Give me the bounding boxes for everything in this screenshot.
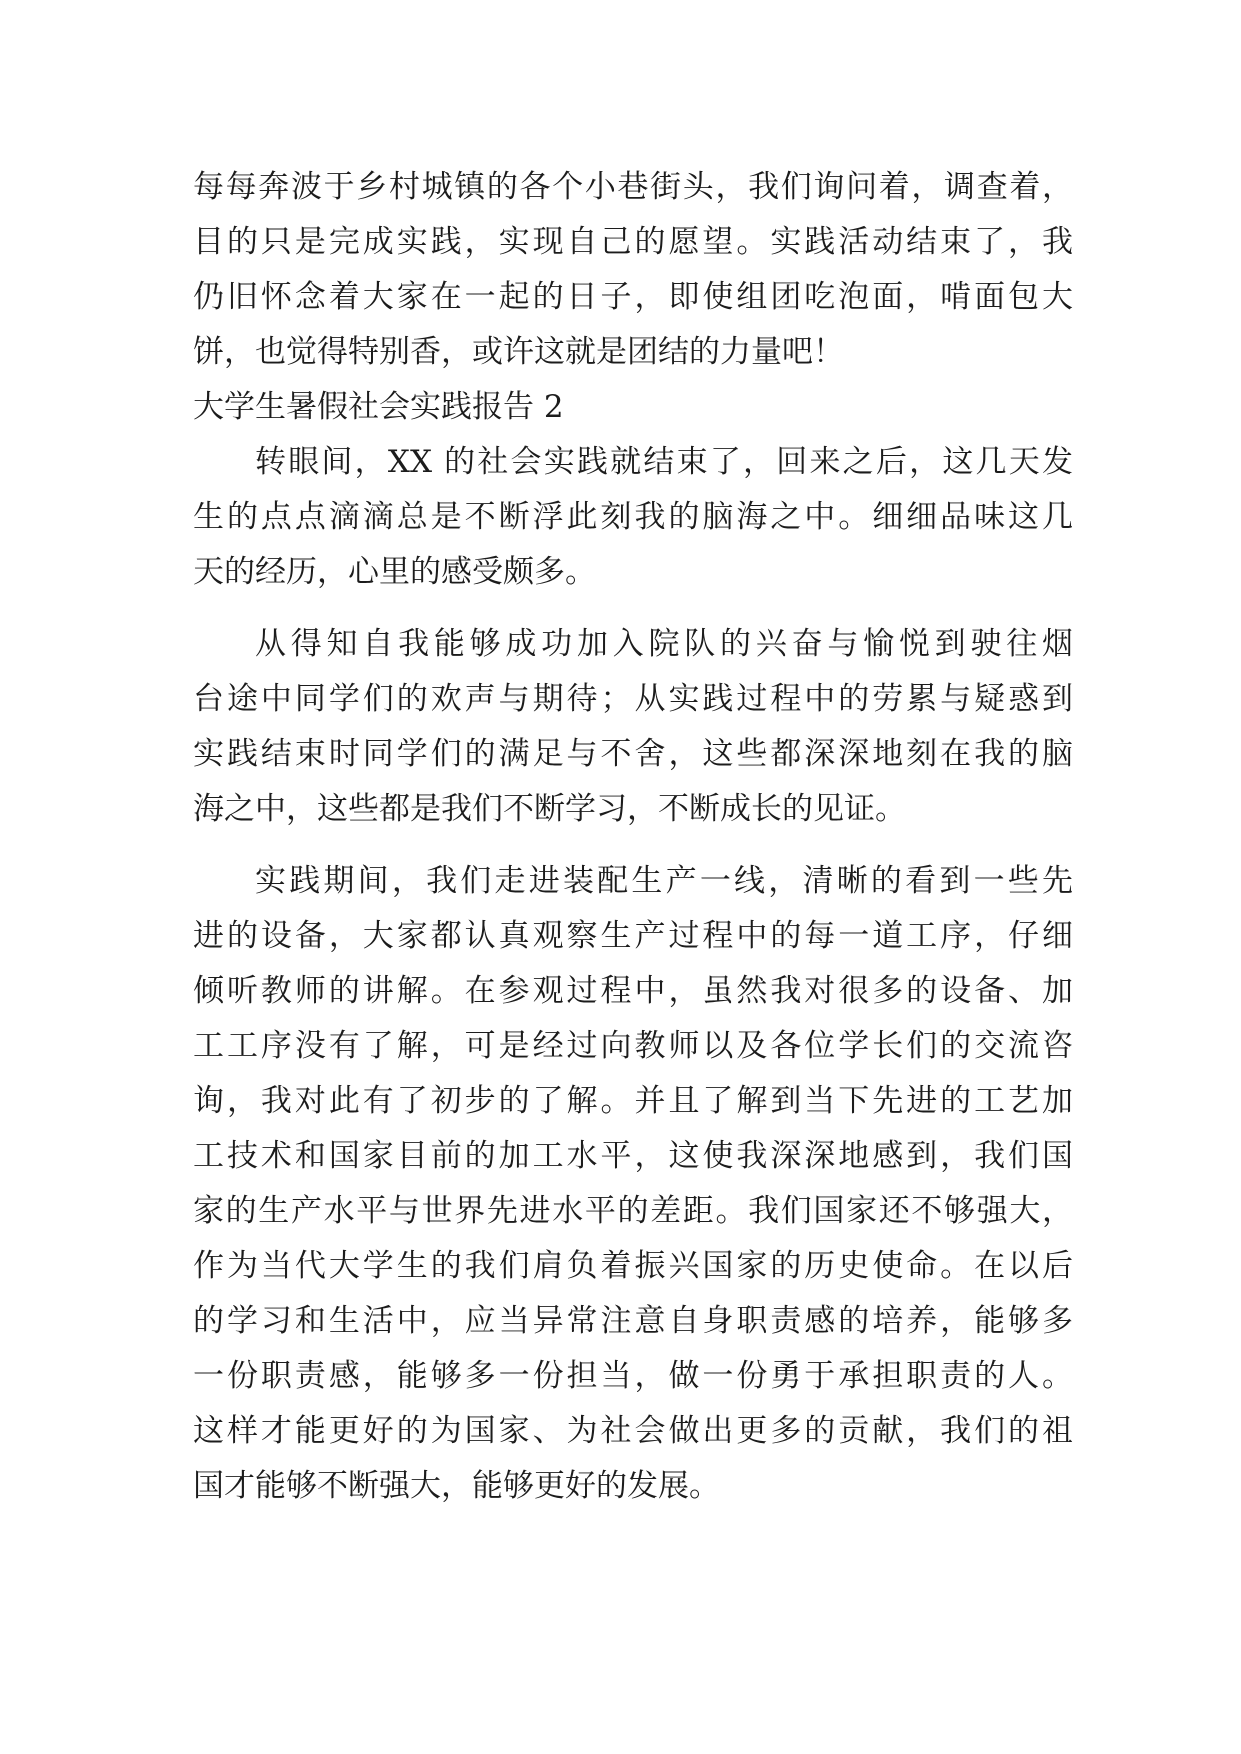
paragraph-spacing [193, 837, 1073, 854]
paragraph-4 [193, 854, 1073, 1514]
paragraph-3 [193, 617, 1073, 837]
document-body [193, 160, 1073, 1514]
paragraph-spacing [193, 600, 1073, 617]
heading-text: 大学生暑假社会实践报告 2 [193, 389, 564, 425]
paragraph-line: 工工序没有了解，可是经过向教师以及各位学长们的交流咨 [193, 1028, 1073, 1064]
paragraph-line: 工技术和国家目前的加工水平，这使我深深地感到，我们国 [193, 1138, 1073, 1174]
paragraph-line: 目的只是完成实践，实现自己的愿望。实践活动结束了，我 [193, 224, 1073, 260]
paragraph-line: 转眼间，XX 的社会实践就结束了，回来之后，这几天发 [255, 444, 1073, 480]
paragraph-line: 倾听教师的讲解。在参观过程中，虽然我对很多的设备、加 [193, 973, 1073, 1009]
paragraph-line: 家的生产水平与世界先进水平的差距。我们国家还不够强大， [193, 1193, 1073, 1229]
paragraph-1 [193, 160, 1073, 380]
paragraph-line: 一份职责感，能够多一份担当，做一份勇于承担职责的人。 [193, 1358, 1073, 1394]
paragraph-line: 海之中，这些都是我们不断学习，不断成长的见证。 [193, 791, 906, 827]
paragraph-line: 实践期间，我们走进装配生产一线，清晰的看到一些先 [255, 863, 1073, 899]
paragraph-line: 询，我对此有了初步的了解。并且了解到当下先进的工艺加 [193, 1083, 1073, 1119]
paragraph-2 [193, 435, 1073, 600]
paragraph-line: 国才能够不断强大，能够更好的发展。 [193, 1468, 720, 1504]
paragraph-line: 进的设备，大家都认真观察生产过程中的每一道工序，仔细 [193, 918, 1073, 954]
paragraph-line: 作为当代大学生的我们肩负着振兴国家的历史使命。在以后 [193, 1248, 1073, 1284]
paragraph-line: 从得知自我能够成功加入院队的兴奋与愉悦到驶往烟 [255, 626, 1073, 662]
paragraph-line: 实践结束时同学们的满足与不舍，这些都深深地刻在我的脑 [193, 736, 1073, 772]
paragraph-line: 每每奔波于乡村城镇的各个小巷街头，我们询问着，调查着， [193, 169, 1073, 205]
paragraph-line: 饼，也觉得特别香，或许这就是团结的力量吧！ [193, 334, 844, 370]
paragraph-line: 台途中同学们的欢声与期待；从实践过程中的劳累与疑惑到 [193, 681, 1073, 717]
section-heading [193, 380, 1073, 435]
paragraph-line: 天的经历，心里的感受颇多。 [193, 554, 596, 590]
paragraph-line: 仍旧怀念着大家在一起的日子，即使组团吃泡面，啃面包大 [193, 279, 1073, 315]
paragraph-line: 生的点点滴滴总是不断浮此刻我的脑海之中。细细品味这几 [193, 499, 1073, 535]
paragraph-line: 这样才能更好的为国家、为社会做出更多的贡献，我们的祖 [193, 1413, 1073, 1449]
paragraph-line: 的学习和生活中，应当异常注意自身职责感的培养，能够多 [193, 1303, 1073, 1339]
